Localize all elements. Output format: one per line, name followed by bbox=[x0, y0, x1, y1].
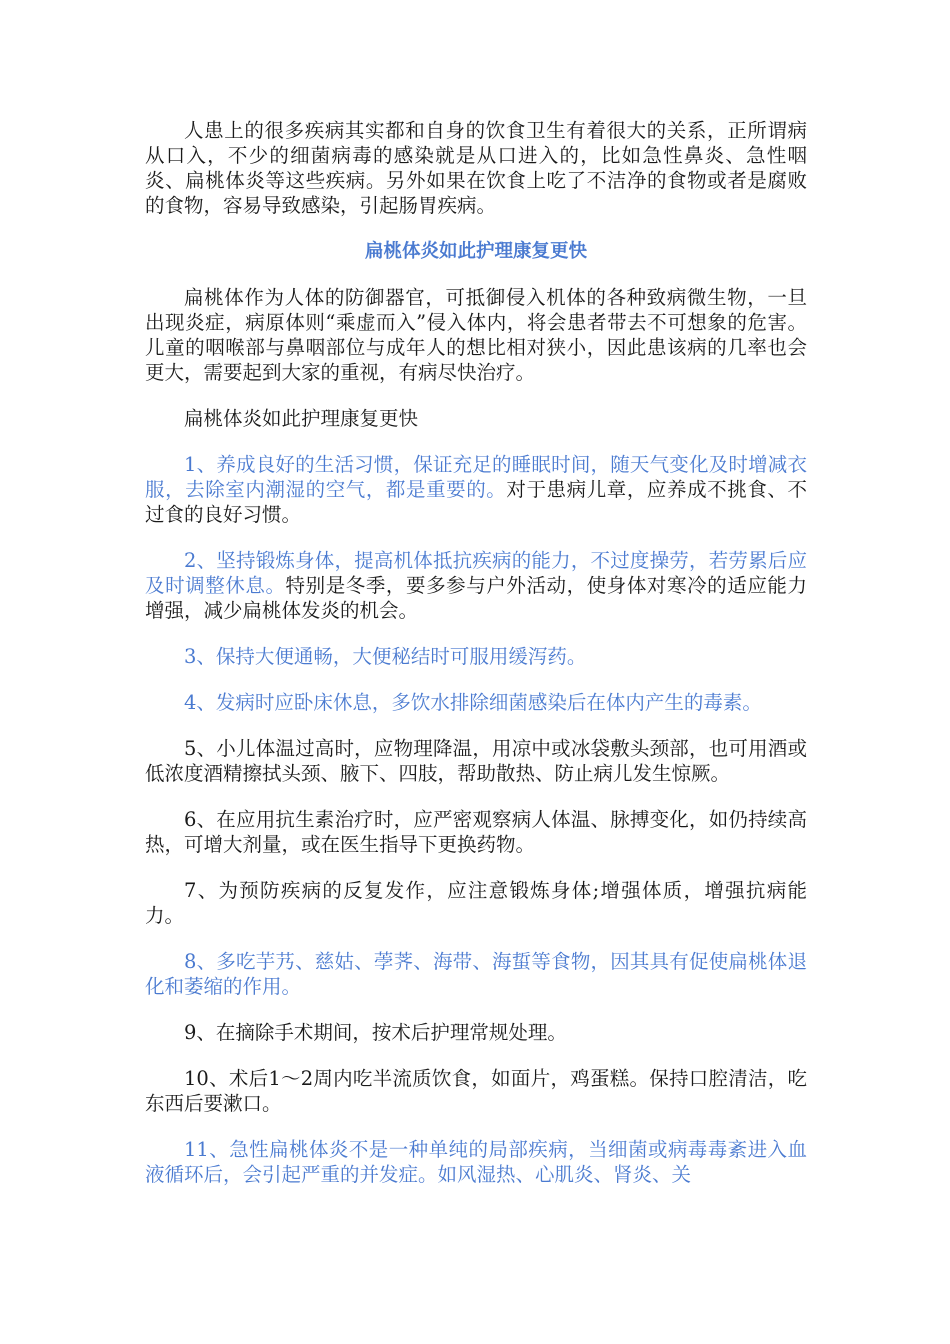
item-text: 10、术后1～2周内吃半流质饮食，如面片，鸡蛋糕。保持口腔清洁，吃东西后要漱口。 bbox=[145, 1067, 807, 1115]
list-item bbox=[145, 807, 807, 857]
item-highlight-text: 2、坚持锻炼身体，提高机体抵抗疾病的能力，不过度操劳，若劳累后应及时调整休息。 bbox=[145, 549, 807, 597]
section-heading: 扁桃体炎如此护理康复更快 bbox=[364, 241, 587, 262]
item-text: 对于患病儿章，应养成不挑食、不过食的良好习惯。 bbox=[145, 478, 807, 526]
list-item bbox=[145, 736, 807, 786]
subheading-paragraph: 扁桃体炎如此护理康复更快 bbox=[184, 407, 419, 430]
list-item bbox=[145, 1020, 807, 1045]
list-item bbox=[145, 548, 807, 623]
list-item bbox=[145, 690, 807, 715]
item-highlight-text: 11、急性扁桃体炎不是一种单纯的局部疾病，当细菌或病毒毒紊进入血液循环后，会引起严重的并发症。如风湿热、心肌炎、肾炎、关 bbox=[145, 1138, 807, 1186]
list-item bbox=[145, 949, 807, 999]
list-item bbox=[145, 1137, 807, 1187]
item-text: 9、在摘除手术期间，按术后护理常规处理。 bbox=[184, 1021, 567, 1044]
item-text: 特别是冬季，要多参与户外活动，使身体对寒冷的适应能力增强，减少扁桃体发炎的机会。 bbox=[145, 574, 807, 622]
document-page bbox=[145, 118, 807, 1208]
list-item bbox=[145, 452, 807, 527]
list-item bbox=[145, 878, 807, 928]
list-item bbox=[145, 1066, 807, 1116]
item-text: 7、为预防疾病的反复发作，应注意锻炼身体;增强体质，增强抗病能力。 bbox=[145, 879, 807, 927]
item-text: 5、小儿体温过高时，应物理降温，用凉中或冰袋敷头颈部，也可用酒或低浓度酒精擦拭头颈、腋下、四肢，帮助散热、防止病儿发生惊厥。 bbox=[145, 737, 807, 785]
item-text: 6、在应用抗生素治疗时，应严密观察病人体温、脉搏变化，如仍持续高热，可增大剂量，或在医生指导下更换药物。 bbox=[145, 808, 807, 856]
body-paragraph: 扁桃体作为人体的防御器官，可抵御侵入机体的各种致病微生物，一旦出现炎症，病原体则“乘虚而入”侵入体内，将会患者带去不可想象的危害。儿童的咽喉部与鼻咽部位与成年人的想比相对狭小，因此患该病的几率也会更大，需要起到大家的重视，有病尽快治疗。 bbox=[145, 286, 807, 384]
item-highlight-text: 8、多吃芋艿、慈姑、荸荠、海带、海蜇等食物，因其具有促使扁桃体退化和萎缩的作用。 bbox=[145, 950, 807, 998]
item-highlight-text: 4、发病时应卧床休息，多饮水排除细菌感染后在体内产生的毒素。 bbox=[184, 691, 762, 714]
list-item bbox=[145, 644, 807, 669]
item-highlight-text: 3、保持大便通畅，大便秘结时可服用缓泻药。 bbox=[184, 645, 587, 668]
item-highlight-text: 1、养成良好的生活习惯，保证充足的睡眠时间，随天气变化及时增减衣服，去除室内潮湿的空气，都是重要的。 bbox=[145, 453, 807, 501]
intro-paragraph: 人患上的很多疾病其实都和自身的饮食卫生有着很大的关系，正所谓病从口入，不少的细菌病毒的感染就是从口进入的，比如急性鼻炎、急性咽炎、扁桃体炎等这些疾病。另外如果在饮食上吃了不洁净的食物或者是腐败的食物，容易导致感染，引起肠胃疾病。 bbox=[145, 119, 807, 217]
